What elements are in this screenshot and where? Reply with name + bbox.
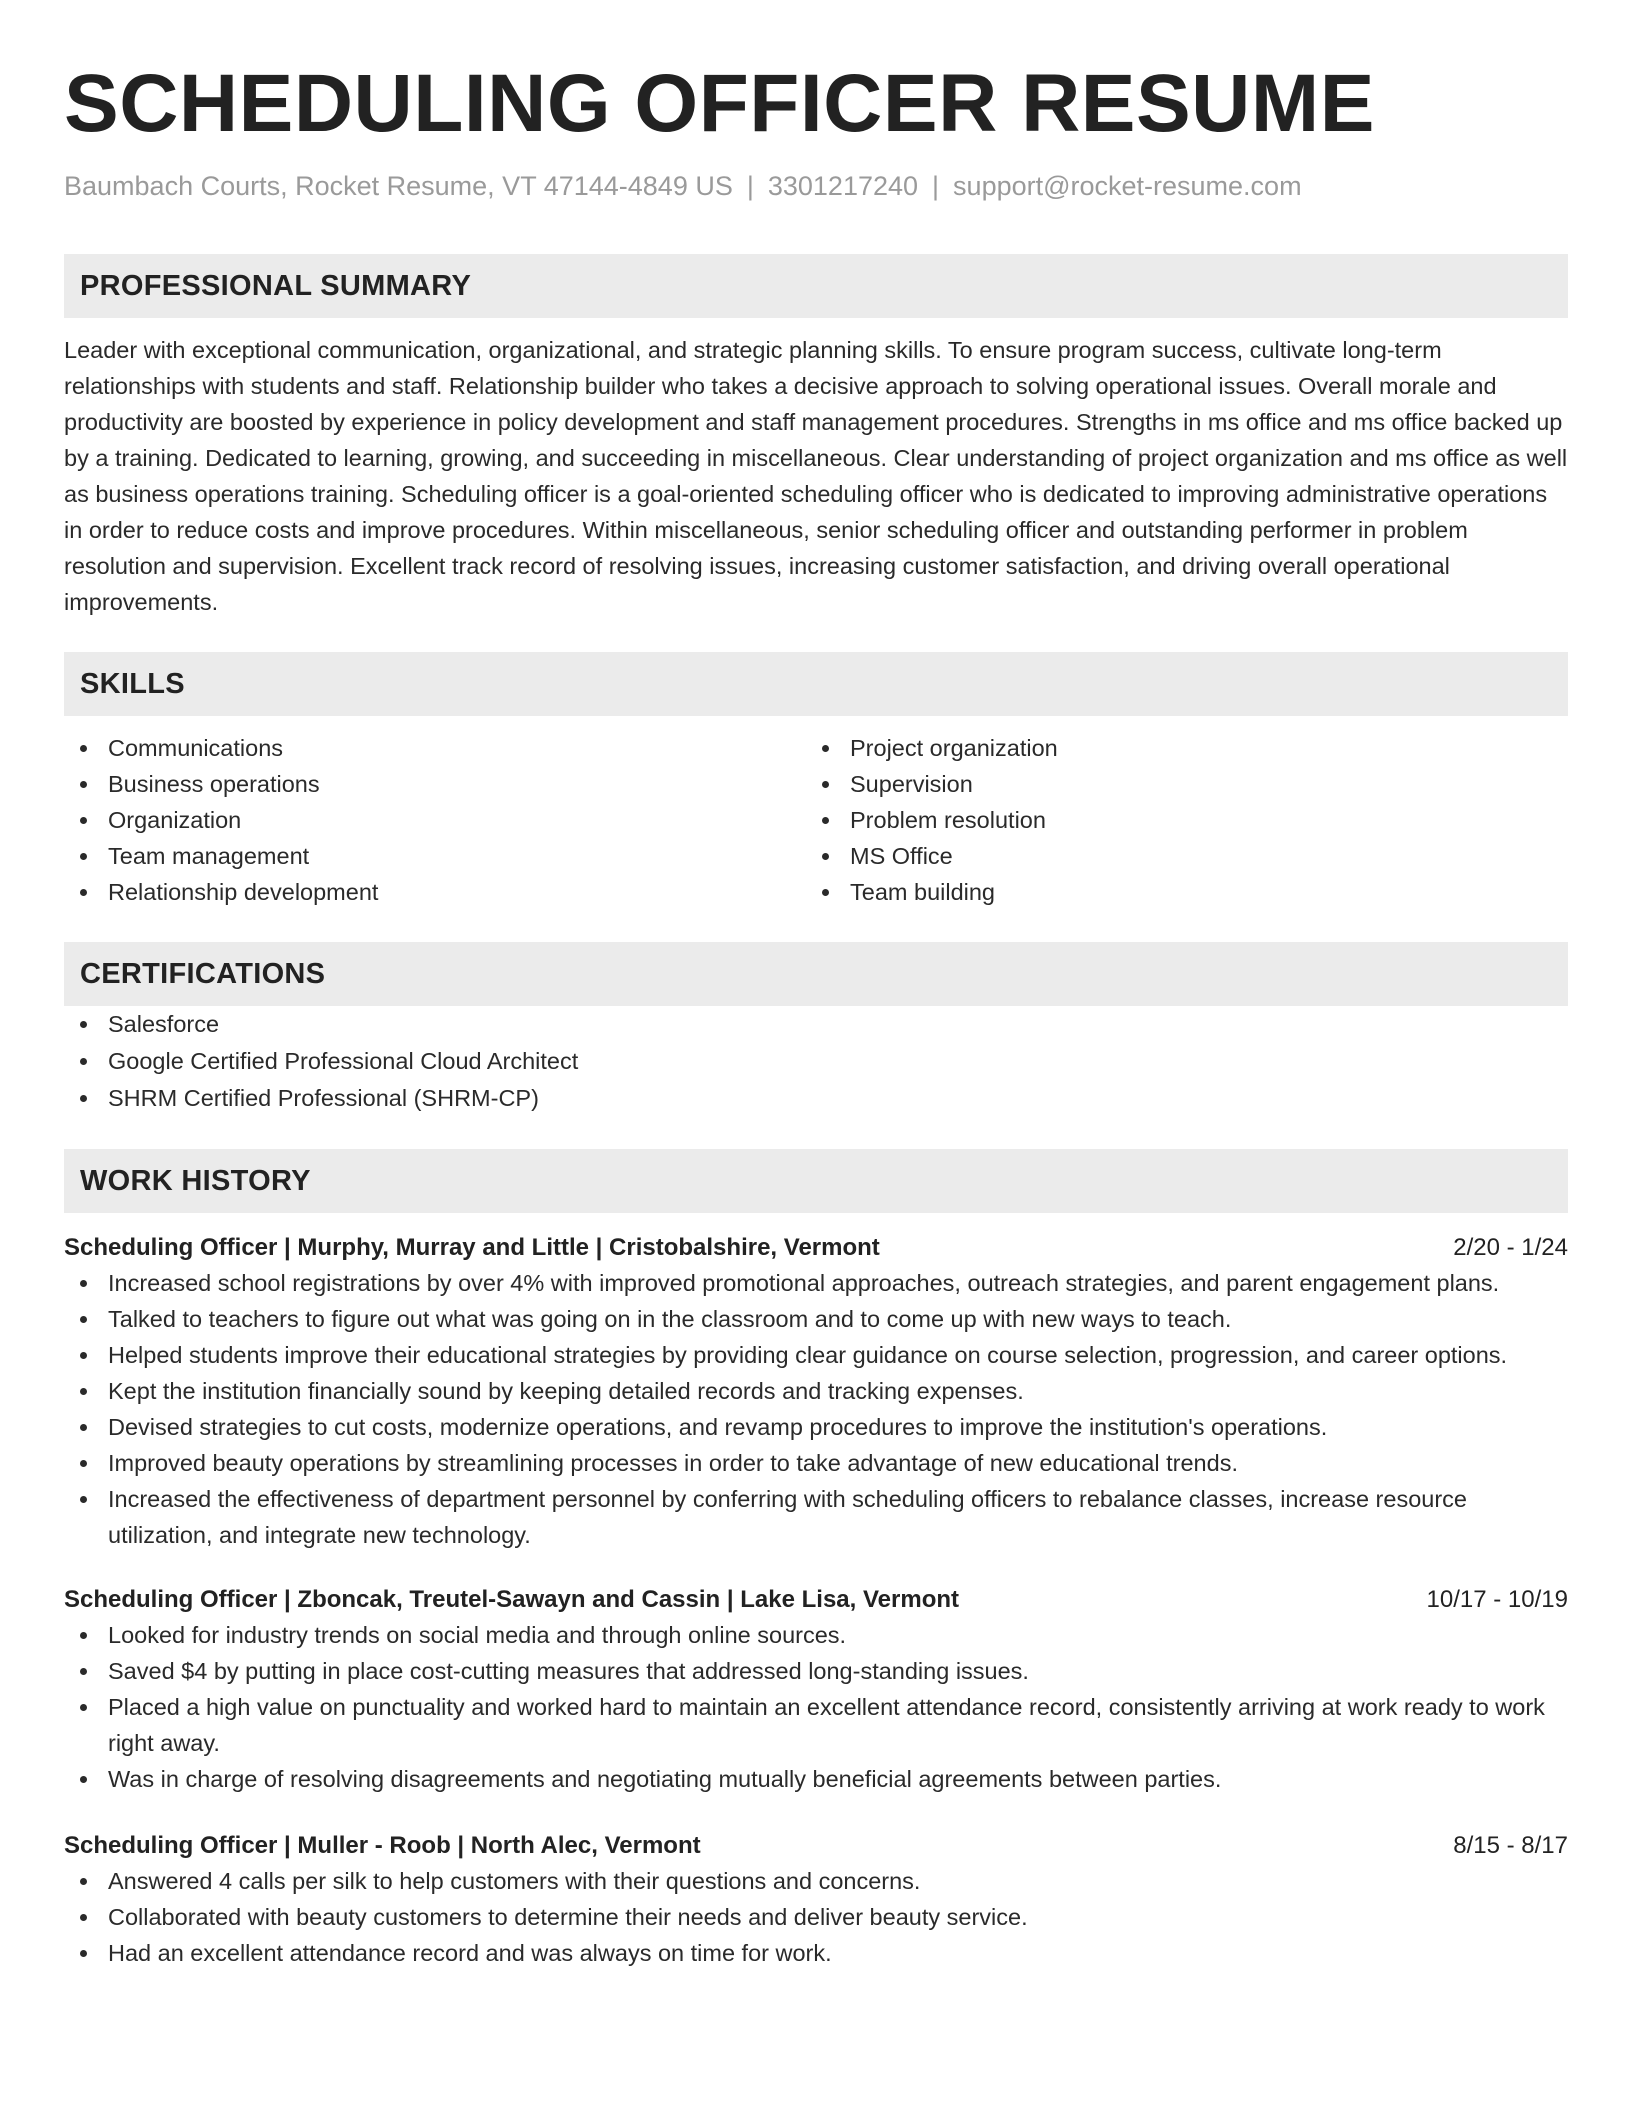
certification-item	[64, 1043, 1568, 1080]
skill-item	[64, 802, 806, 838]
bullet-icon	[80, 745, 87, 752]
skill-item	[806, 730, 1548, 766]
skill-label: Team building	[850, 879, 996, 905]
bullet-icon	[822, 817, 829, 824]
skill-label: Relationship development	[108, 879, 379, 905]
bullet-icon	[80, 1878, 87, 1885]
job-bullet	[64, 1481, 1568, 1553]
skill-label: Business operations	[108, 771, 320, 797]
skill-item	[806, 802, 1548, 838]
section-header-work-history: WORK HISTORY	[64, 1149, 1568, 1213]
contact-line	[64, 170, 1568, 202]
bullet-icon	[80, 1058, 87, 1065]
bullet-icon	[80, 1352, 87, 1359]
skill-item	[64, 874, 806, 910]
skill-item	[806, 874, 1548, 910]
bullet-icon	[80, 1460, 87, 1467]
job-bullet-text: Saved $4 by putting in place cost-cutting measures that addressed long-standing issues.	[108, 1658, 1029, 1684]
job-bullet-text: Was in charge of resolving disagreements and negotiating mutually beneficial agreements between parties.	[108, 1766, 1222, 1792]
skill-item	[806, 838, 1548, 874]
skill-label: Organization	[108, 807, 242, 833]
bullet-icon	[80, 1095, 87, 1102]
job-bullet-text: Talked to teachers to figure out what was going on in the classroom and to come up with new ways to teach.	[108, 1306, 1232, 1332]
summary-text: Leader with exceptional communication, organizational, and strategic planning skills. To ensure program success, cultivate long-term relationships with students and staff. Relationship builder who takes a decisive approach to solving operational issues. Overall morale and productivity are boosted by experience in policy development and staff management procedures. Strengths in ms office and ms office backed up by a training. Dedicated to learning, growing, and succeeding in miscellaneous. Clear understanding of project organization and ms office as well as business operations training. Scheduling officer is a goal-oriented scheduling officer who is dedicated to improving administrative operations in order to reduce costs and improve procedures. Within miscellaneous, senior scheduling officer and outstanding performer in problem resolution and supervision. Excellent track record of resolving issues, increasing customer satisfaction, and driving overall operational improvements.	[64, 337, 1568, 615]
bullet-icon	[80, 1704, 87, 1711]
bullet-icon	[80, 1632, 87, 1639]
bullet-icon	[80, 1776, 87, 1783]
job-bullet-list	[64, 1617, 1568, 1797]
job-bullet-list	[64, 1265, 1568, 1553]
job-bullet-text: Placed a high value on punctuality and worked hard to maintain an excellent attendance record, consistently arriving at work ready to work right away.	[108, 1694, 1545, 1756]
contact-address: Baumbach Courts, Rocket Resume, VT 47144-4849 US	[64, 171, 733, 201]
job-bullet	[64, 1863, 1568, 1899]
job-bullet-text: Collaborated with beauty customers to determine their needs and deliver beauty service.	[108, 1904, 1028, 1930]
job-title: Scheduling Officer | Murphy, Murray and Little | Cristobalshire, Vermont	[64, 1234, 880, 1261]
job-title: Scheduling Officer | Muller - Roob | North Alec, Vermont	[64, 1832, 701, 1859]
job-header	[64, 1583, 1568, 1617]
job-bullet	[64, 1445, 1568, 1481]
skill-item	[64, 766, 806, 802]
skill-item	[64, 730, 806, 766]
bullet-icon	[80, 1424, 87, 1431]
job-bullet	[64, 1617, 1568, 1653]
contact-email: support@rocket-resume.com	[953, 171, 1302, 201]
certification-label: Salesforce	[108, 1011, 220, 1037]
job-dates: 10/17 - 10/19	[1426, 1586, 1568, 1613]
skill-item	[64, 838, 806, 874]
bullet-icon	[822, 781, 829, 788]
skill-label: Supervision	[850, 771, 973, 797]
skills-list-left	[64, 730, 806, 910]
bullet-icon	[80, 1021, 87, 1028]
job-bullet-text: Looked for industry trends on social media and through online sources.	[108, 1622, 847, 1648]
bullet-icon	[822, 853, 829, 860]
skill-label: Team management	[108, 843, 310, 869]
job-bullet-text: Increased the effectiveness of department personnel by conferring with scheduling officers to rebalance classes, increase resource utilization, and integrate new technology.	[108, 1486, 1467, 1548]
certification-item	[64, 1006, 1568, 1043]
bullet-icon	[80, 1388, 87, 1395]
bullet-icon	[80, 1280, 87, 1287]
job-bullet-list	[64, 1863, 1568, 1971]
certification-label: Google Certified Professional Cloud Architect	[108, 1048, 579, 1074]
section-header-skills: SKILLS	[64, 652, 1568, 716]
skill-label: Problem resolution	[850, 807, 1046, 833]
job-bullet-text: Had an excellent attendance record and was always on time for work.	[108, 1940, 832, 1966]
job-dates: 8/15 - 8/17	[1453, 1832, 1568, 1859]
job-dates: 2/20 - 1/24	[1453, 1234, 1568, 1261]
job-bullet	[64, 1337, 1568, 1373]
job-header	[64, 1829, 1568, 1863]
bullet-icon	[80, 1316, 87, 1323]
job-bullet	[64, 1935, 1568, 1971]
bullet-icon	[822, 745, 829, 752]
skill-item	[806, 766, 1548, 802]
job-bullet-text: Kept the institution financially sound by keeping detailed records and tracking expenses.	[108, 1378, 1024, 1404]
job-bullet	[64, 1899, 1568, 1935]
bullet-icon	[80, 1950, 87, 1957]
resume-title: SCHEDULING OFFICER RESUME	[64, 58, 1375, 149]
bullet-icon	[80, 817, 87, 824]
certification-label: SHRM Certified Professional (SHRM-CP)	[108, 1085, 539, 1111]
bullet-icon	[822, 889, 829, 896]
skill-label: MS Office	[850, 843, 953, 869]
skills-list-right	[806, 730, 1548, 910]
bullet-icon	[80, 1914, 87, 1921]
job-bullet	[64, 1373, 1568, 1409]
contact-separator: |	[746, 171, 754, 201]
skill-label: Communications	[108, 735, 284, 761]
certification-item	[64, 1080, 1568, 1117]
job-bullet	[64, 1689, 1568, 1761]
contact-separator: |	[932, 171, 940, 201]
job-title: Scheduling Officer | Zboncak, Treutel-Sawayn and Cassin | Lake Lisa, Vermont	[64, 1586, 960, 1613]
bullet-icon	[80, 1668, 87, 1675]
bullet-icon	[80, 1496, 87, 1503]
job-bullet-text: Devised strategies to cut costs, modernize operations, and revamp procedures to improve the institution's operations.	[108, 1414, 1328, 1440]
skill-label: Project organization	[850, 735, 1058, 761]
contact-phone: 3301217240	[767, 171, 919, 201]
certifications-list	[64, 1006, 1568, 1117]
job-header	[64, 1231, 1568, 1265]
job-bullet	[64, 1653, 1568, 1689]
job-bullet-text: Helped students improve their educational strategies by providing clear guidance on course selection, progression, and career options.	[108, 1342, 1508, 1368]
section-header-summary: PROFESSIONAL SUMMARY	[64, 254, 1568, 318]
job-bullet	[64, 1761, 1568, 1797]
bullet-icon	[80, 781, 87, 788]
job-bullet	[64, 1409, 1568, 1445]
bullet-icon	[80, 853, 87, 860]
job-bullet	[64, 1301, 1568, 1337]
job-bullet-text: Improved beauty operations by streamlining processes in order to take advantage of new educational trends.	[108, 1450, 1238, 1476]
bullet-icon	[80, 889, 87, 896]
job-bullet-text: Increased school registrations by over 4% with improved promotional approaches, outreach strategies, and parent engagement plans.	[108, 1270, 1500, 1296]
section-header-certifications: CERTIFICATIONS	[64, 942, 1568, 1006]
skills-column-right	[806, 730, 1548, 910]
job-bullet-text: Answered 4 calls per silk to help customers with their questions and concerns.	[108, 1868, 921, 1894]
skills-grid	[64, 730, 1568, 910]
job-bullet	[64, 1265, 1568, 1301]
skills-column-left	[64, 730, 806, 910]
resume-page	[64, 0, 1568, 1971]
